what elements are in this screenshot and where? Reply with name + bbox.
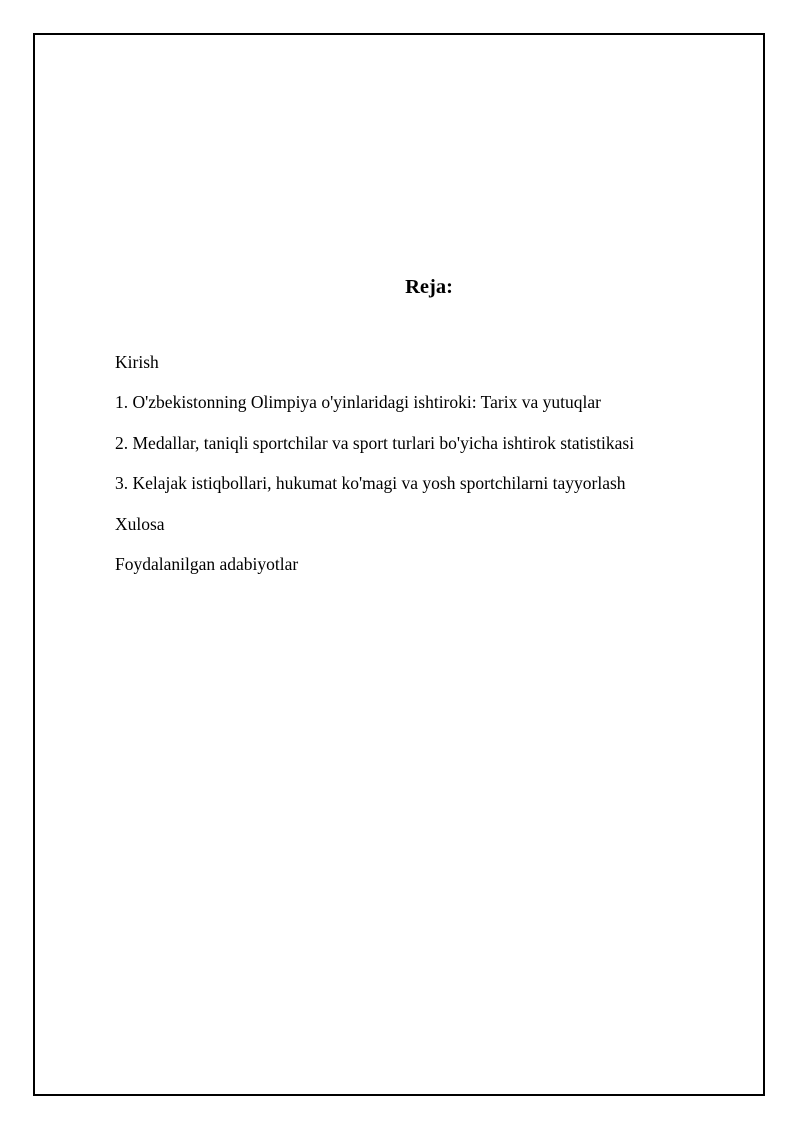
plan-list — [115, 351, 634, 593]
page-title: Reja: — [405, 276, 453, 298]
plan-item-chapter-1: 1. O'zbekistonning Olimpiya o'yinlaridagi ishtiroki: Tarix va yutuqlar — [115, 392, 601, 413]
plan-item-chapter-3: 3. Kelajak istiqbollari, hukumat ko'magi va yosh sportchilarni tayyorlash — [115, 473, 626, 494]
plan-item-introduction: Kirish — [115, 352, 159, 372]
plan-item-references: Foydalanilgan adabiyotlar — [115, 553, 299, 574]
plan-item-conclusion: Xulosa — [115, 513, 165, 534]
plan-item-chapter-2: 2. Medallar, taniqli sportchilar va sport turlari bo'yicha ishtirok statistikasi — [115, 432, 635, 453]
